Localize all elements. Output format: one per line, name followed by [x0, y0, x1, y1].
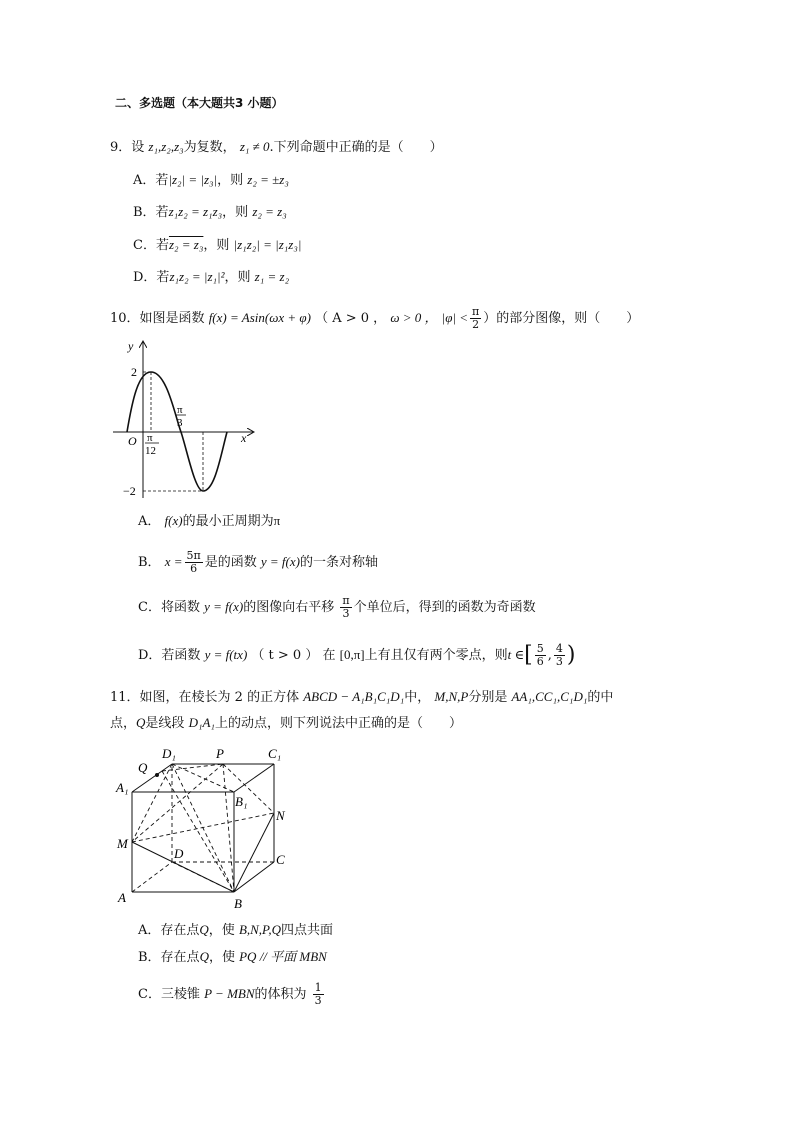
q11-option-c — [138, 980, 326, 1009]
q10-d-d2: 3 — [555, 655, 563, 668]
q10-d-expr2: t ∈ — [507, 647, 525, 662]
q11-a-post: 四点共面 — [280, 923, 333, 938]
seg-D1-M — [132, 764, 172, 842]
section-title: 二、多选题（本大题共3 小题） — [115, 96, 284, 110]
q10-b-frac — [185, 550, 203, 575]
q11-a-q: Q — [199, 922, 209, 937]
q10-ymax-label: 2 — [131, 365, 137, 379]
q10-tick2-num: π — [177, 404, 183, 416]
q9-a-cond: |z₂| = |z₃| — [168, 172, 218, 187]
q10-a-val: π — [273, 513, 281, 528]
q9-c-res: |z₁z₂| = |z₁z₃| — [233, 237, 302, 252]
q10-x-label: x — [241, 431, 247, 445]
q10-stem-pre: 10．如图是函数 — [110, 311, 205, 326]
q9-b-then: ，则 — [222, 205, 249, 220]
q11-line1-mid: 中， — [404, 690, 431, 705]
label-P: P — [216, 746, 224, 761]
q10-a-text: 的最小正周期为 — [182, 514, 274, 529]
seg-P-N — [223, 764, 274, 813]
q9-option-d — [133, 268, 289, 287]
q9-stem-post: .下列命题中正确的是（ ） — [269, 140, 443, 155]
q10-a-expr: f(x) — [164, 513, 183, 528]
q11-option-a — [138, 921, 333, 940]
seg-D1-B1 — [172, 764, 234, 792]
q11-line1-edges: AA₁,CC₁,C₁D₁ — [511, 689, 588, 704]
q10-d-interval: [0,π] — [339, 647, 365, 662]
q10-tick1-den: 12 — [145, 445, 156, 457]
q9-a-label: A．若 — [133, 173, 169, 188]
q11-a-label: A．存在点 — [138, 923, 200, 938]
q11-line2-q: Q — [136, 715, 146, 730]
q11-option-b — [138, 948, 327, 967]
q9-stem-mid: 为复数， — [183, 140, 236, 155]
q11-c-mid: 的体积为 — [254, 987, 307, 1002]
q10-b-text2: 的一条对称轴 — [299, 555, 378, 570]
q11-line2-seg: D₁A₁ — [188, 715, 215, 730]
label-D1: D₁ — [162, 746, 176, 761]
point-Q — [155, 773, 159, 777]
q9-d-then: ，则 — [224, 270, 251, 285]
q10-c-expr: y = f(x) — [204, 599, 244, 614]
q10-b-text1: 是的函数 — [204, 555, 257, 570]
q10-stem — [110, 305, 639, 332]
q10-d-n2: 4 — [555, 642, 563, 655]
q10-tick1-num: π — [147, 432, 153, 444]
label-C: C — [276, 852, 285, 867]
q10-stem-cond3: |φ| < — [441, 310, 469, 325]
q10-option-c — [138, 593, 536, 622]
seg-B-N — [234, 813, 274, 892]
q10-stem-frac-den: 2 — [472, 318, 480, 331]
q9-c-then: ，则 — [203, 238, 230, 253]
q10-b-expr-pre: x = — [164, 554, 183, 569]
q9-d-cond: z₁z₂ = |z₁|² — [169, 269, 225, 284]
edge-C-B — [234, 862, 274, 892]
q10-d-lbracket: [ — [524, 642, 533, 668]
q9-b-label: B．若 — [133, 205, 169, 220]
q10-d-d1: 6 — [536, 655, 544, 668]
label-A1: A₁ — [116, 780, 129, 795]
q10-option-b — [138, 548, 378, 577]
label-B1: B₁ — [235, 794, 248, 809]
label-M: M — [117, 836, 128, 851]
q10-d-rbracket: ) — [566, 642, 576, 668]
q10-c-den: 3 — [342, 607, 350, 620]
q10-b-num: 5π — [186, 549, 201, 562]
q10-option-a — [138, 512, 280, 531]
q11-line1-mid2: 分别是 — [468, 690, 508, 705]
q10-d-frac1 — [535, 643, 546, 668]
q9-option-b — [133, 203, 287, 222]
q10-c-num: π — [342, 594, 350, 607]
q10-a-label: A． — [138, 514, 161, 529]
q10-stem-func: f(x) = Asin(ωx + φ) — [208, 310, 311, 325]
q10-d-label: D．若函数 — [138, 648, 201, 663]
edge-C1-B1 — [234, 764, 274, 792]
q11-b-q: Q — [199, 949, 209, 964]
q9-d-label: D．若 — [133, 270, 170, 285]
seg-P-M — [132, 764, 223, 842]
q10-d-frac2 — [554, 643, 565, 668]
q11-c-expr: P − MBN — [204, 986, 255, 1001]
q11-line1-post: 的中 — [587, 690, 614, 705]
label-A: A — [118, 890, 126, 905]
q10-tick2-den: 3 — [177, 417, 183, 429]
q11-b-label: B．存在点 — [138, 950, 200, 965]
q10-stem-post: ）的部分图像，则（ ） — [483, 311, 640, 326]
label-B: B — [234, 896, 242, 911]
q11-a-mid: ，使 — [208, 923, 235, 938]
label-C1: C₁ — [268, 746, 282, 761]
q10-d-n1: 5 — [536, 642, 544, 655]
q9-d-res: z₁ = z₂ — [254, 269, 290, 284]
q9-c-label: C．若 — [133, 238, 169, 253]
q10-d-expr: y = f(tx) — [204, 647, 248, 662]
q11-c-den: 3 — [314, 994, 322, 1007]
q9-stem-pre: 9．设 — [110, 140, 145, 155]
label-D: D — [174, 846, 184, 861]
q11-cube-figure — [110, 742, 295, 912]
q10-d-cond: （ t > 0 ） — [251, 648, 319, 663]
q10-origin-label: O — [128, 434, 137, 448]
q9-stem-cond: z₁ ≠ 0 — [239, 139, 270, 154]
q9-stem-vars: z₁,z₂,z₃ — [148, 139, 184, 154]
q11-stem-line2 — [110, 714, 462, 733]
q10-y-label: y — [128, 339, 134, 353]
q11-stem-line1 — [110, 688, 613, 707]
q11-line1-pre: 11．如图，在棱长为 2 的正方体 — [110, 690, 300, 705]
q11-line2-pre: 点， — [110, 716, 137, 731]
q11-c-label: C．三棱锥 — [138, 987, 200, 1002]
q10-c-frac — [340, 595, 351, 620]
q11-a-pts: B,N,P,Q — [238, 922, 281, 937]
q10-stem-cond2: ω > 0 ， — [390, 310, 438, 325]
q10-d-text1: 在 — [322, 648, 336, 663]
seg-D1-B — [172, 764, 234, 892]
q10-stem-frac-num: π — [472, 305, 480, 318]
q11-line1-pts: M,N,P — [434, 689, 469, 704]
q9-a-res: z₂ = ±z₃ — [247, 172, 289, 187]
q10-c-text2: 个单位后，得到的函数为奇函数 — [353, 600, 536, 615]
q9-b-res: z₂ = z₃ — [252, 204, 287, 219]
label-Q: Q — [138, 760, 148, 775]
q9-c-cond: z₂ = z₃ — [168, 237, 204, 252]
q11-line2-post: 上的动点，则下列说法中正确的是（ ） — [214, 716, 462, 731]
q10-ymin-label: −2 — [123, 484, 136, 498]
q11-b-mid: ，使 — [208, 950, 235, 965]
q10-stem-frac — [470, 306, 481, 331]
edge-A-D — [132, 862, 172, 892]
q11-line2-mid: 是线段 — [145, 716, 185, 731]
q9-b-cond: z₁z₂ = z₁z₃ — [168, 204, 223, 219]
q10-stem-cond1: （ A > 0 ， — [315, 311, 387, 326]
q11-b-expr: PQ // 平面 MBN — [239, 949, 327, 964]
q10-b-expr2: y = f(x) — [260, 554, 300, 569]
q9-option-c — [133, 236, 301, 255]
q9-option-a — [133, 171, 289, 190]
q9-stem — [110, 138, 443, 157]
q11-line1-cube: ABCD − A₁B₁C₁D₁ — [303, 689, 405, 704]
label-N: N — [276, 808, 285, 823]
q10-b-label: B． — [138, 555, 161, 570]
q10-option-d: D．若函数 y = f(tx) （ t > 0 ） 在 [0,π]上有且仅有两个零点，则t ∈[ $\frac{5}{6}$ , $\frac{4}{3}$ ) — [138, 642, 576, 668]
q10-c-text1: 的图像向右平移 — [243, 600, 335, 615]
q10-b-den: 6 — [190, 562, 198, 575]
q9-a-then: ，则 — [217, 173, 244, 188]
q10-d-text2: 上有且仅有两个零点，则 — [364, 648, 508, 663]
q11-c-num: 1 — [314, 981, 322, 994]
q10-c-label: C．将函数 — [138, 600, 200, 615]
q11-c-frac — [313, 982, 324, 1007]
q10-sine-graph — [105, 336, 265, 506]
